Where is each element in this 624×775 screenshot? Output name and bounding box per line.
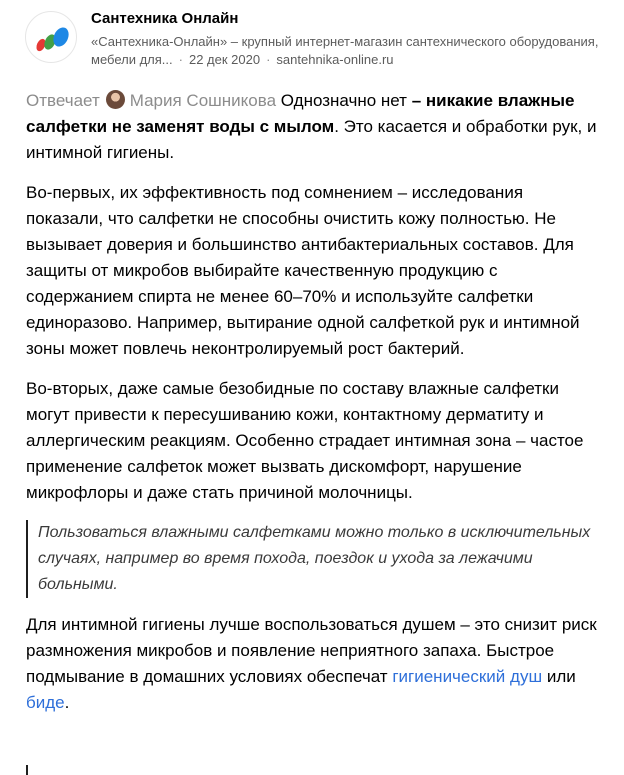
replies-label: Отвечает [26, 91, 100, 110]
intro-bold: – никакие влажные салфетки не заменят воды с мылом [26, 91, 575, 136]
paragraph-2: Во-вторых, даже самые безобидные по составу влажные салфетки могут привести к пересушиванию кожи, контактному дерматиту и аллергическим реакциям. Особенно страдает интимная зона – частое применение салфеток может вызвать дискомфорт, нарушение микрофлоры и даже стать причиной молочницы. [26, 379, 584, 502]
source-date: 22 дек 2020 [188, 52, 261, 67]
author-name[interactable]: Мария Сошникова [129, 91, 277, 110]
intro-tail: . Это касается и обработки рук, и интимной гигиены. [26, 117, 597, 162]
separator: · [266, 52, 271, 67]
source-domain[interactable]: santehnika-online.ru [276, 52, 394, 67]
link-bidet[interactable]: биде [26, 693, 65, 712]
link-hygienic-shower[interactable]: гигиенический душ [392, 667, 543, 686]
source-description [91, 33, 601, 69]
paragraph-1: Во-первых, их эффективность под сомнением – исследования показали, что салфетки не способны очистить кожу полностью. Не вызывает доверия и большинство антибактериальных составов. Для защиты от микробов выбирайте качественную продукцию с содержанием спирта не менее 60–70% и используйте салфетки единоразово. Например, вытирание одной салфеткой рук и интимной зоны может повлечь неконтролируемый рост бактерий. [26, 183, 580, 358]
separator: · [178, 52, 183, 67]
source-logo[interactable] [25, 11, 77, 63]
conjunction: или [542, 667, 576, 686]
paragraph-3-text: Для интимной гигиены лучше воспользоваться душем – это снизит риск размножения микробов и появление неприятного запаха. Быстрое подмывание в домашних условиях обеспечат [26, 615, 597, 686]
source-description-text: «Сантехника-Онлайн» – крупный интернет-магазин сантехнического оборудования, мебели для... [91, 34, 599, 67]
paragraph-3 [26, 612, 602, 716]
answer-intro [26, 88, 602, 166]
source-header [25, 8, 605, 72]
next-quote-border [26, 765, 28, 775]
source-title[interactable]: Сантехника Онлайн [91, 10, 239, 27]
answer-content [26, 88, 602, 730]
author-avatar[interactable] [106, 90, 125, 109]
intro-plain: Однозначно нет [280, 91, 407, 110]
quote-block [26, 520, 602, 598]
paragraph-3-end: . [64, 693, 70, 712]
santehnika-logo-icon [26, 12, 78, 64]
quote-text: Пользоваться влажными салфетками можно только в исключительных случаях, например во время похода, поездок и ухода за лежачими больными. [38, 524, 591, 593]
